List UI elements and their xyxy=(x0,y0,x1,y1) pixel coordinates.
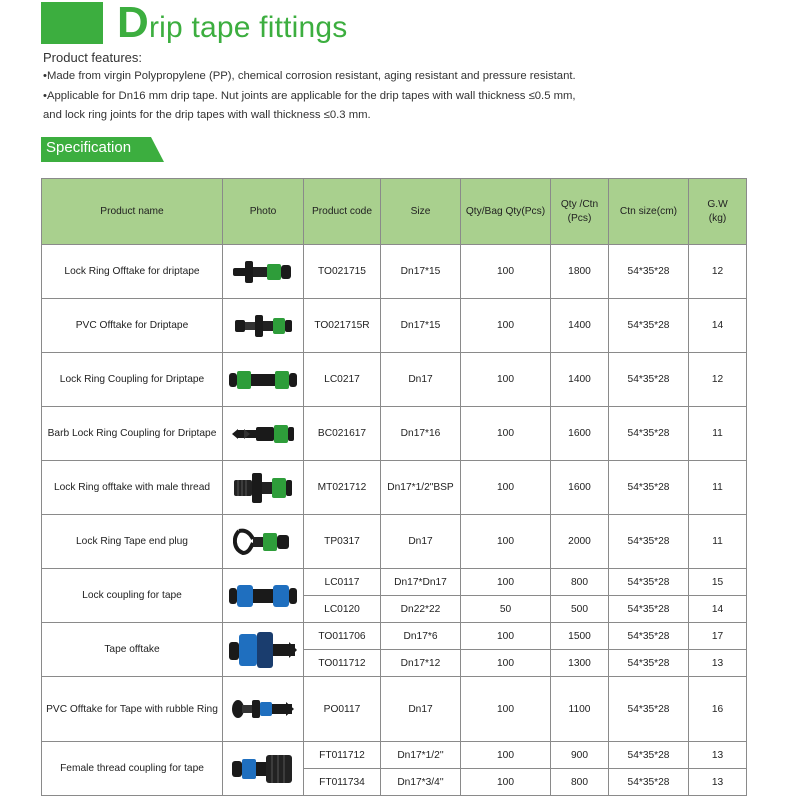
blue-coupling-icon xyxy=(228,581,298,611)
product-code: TO021715 xyxy=(304,245,381,299)
qty-ctn: 800 xyxy=(551,769,609,796)
product-name: Lock Ring offtake with male thread xyxy=(42,461,223,515)
qty-ctn: 1500 xyxy=(551,623,609,650)
qty-ctn: 2000 xyxy=(551,515,609,569)
col-qty-ctn: Qty /Ctn (Pcs) xyxy=(551,179,609,245)
green-lock-offtake-icon xyxy=(231,259,295,285)
ctn-size: 54*35*28 xyxy=(609,742,689,769)
product-code: PO0117 xyxy=(304,677,381,742)
qty-bag: 100 xyxy=(461,407,551,461)
table-row xyxy=(42,245,747,299)
table-row xyxy=(42,407,747,461)
col-size: Size xyxy=(381,179,461,245)
product-name: Lock Ring Coupling for Driptape xyxy=(42,353,223,407)
blue-offtake-icon xyxy=(227,628,299,672)
gross-weight: 17 xyxy=(689,623,747,650)
product-photo xyxy=(223,353,304,407)
product-code: MT021712 xyxy=(304,461,381,515)
male-thread-offtake-icon xyxy=(232,471,294,505)
product-size: Dn17*15 xyxy=(381,299,461,353)
spec-table xyxy=(41,178,747,796)
table-row xyxy=(42,569,747,596)
specification-label: Specification xyxy=(46,139,132,156)
product-name: Lock Ring Tape end plug xyxy=(42,515,223,569)
product-name: Lock coupling for tape xyxy=(42,569,223,623)
product-size: Dn17 xyxy=(381,353,461,407)
qty-ctn: 1600 xyxy=(551,461,609,515)
table-header-row xyxy=(42,179,747,245)
ctn-size: 54*35*28 xyxy=(609,461,689,515)
product-size: Dn17 xyxy=(381,677,461,742)
qty-bag: 100 xyxy=(461,623,551,650)
product-name: Female thread coupling for tape xyxy=(42,742,223,796)
product-code: TO021715R xyxy=(304,299,381,353)
female-thread-coupling-icon xyxy=(230,751,296,787)
features-heading: Product features: xyxy=(43,50,142,65)
product-size: Dn17*1/2'' xyxy=(381,742,461,769)
qty-bag: 100 xyxy=(461,769,551,796)
gross-weight: 13 xyxy=(689,742,747,769)
product-photo xyxy=(223,569,304,623)
product-photo xyxy=(223,515,304,569)
product-photo xyxy=(223,245,304,299)
qty-bag: 100 xyxy=(461,677,551,742)
gross-weight: 11 xyxy=(689,461,747,515)
qty-ctn: 800 xyxy=(551,569,609,596)
table-row xyxy=(42,353,747,407)
product-photo xyxy=(223,461,304,515)
end-plug-icon xyxy=(233,525,293,559)
product-photo xyxy=(223,623,304,677)
qty-bag: 100 xyxy=(461,515,551,569)
product-code: BC021617 xyxy=(304,407,381,461)
qty-bag: 100 xyxy=(461,742,551,769)
col-photo: Photo xyxy=(223,179,304,245)
product-size: Dn17*3/4'' xyxy=(381,769,461,796)
barb-coupling-icon xyxy=(230,421,296,447)
ctn-size: 54*35*28 xyxy=(609,769,689,796)
product-code: TO011706 xyxy=(304,623,381,650)
ctn-size: 54*35*28 xyxy=(609,245,689,299)
product-code: TP0317 xyxy=(304,515,381,569)
product-size: Dn17*15 xyxy=(381,245,461,299)
gross-weight: 11 xyxy=(689,407,747,461)
product-size: Dn17*12 xyxy=(381,650,461,677)
product-name: Lock Ring Offtake for driptape xyxy=(42,245,223,299)
feature-line-3: and lock ring joints for the drip tapes with wall thickness ≤0.3 mm. xyxy=(43,109,371,121)
ctn-size: 54*35*28 xyxy=(609,596,689,623)
product-code: LC0120 xyxy=(304,596,381,623)
ctn-size: 54*35*28 xyxy=(609,353,689,407)
ctn-size: 54*35*28 xyxy=(609,407,689,461)
qty-bag: 50 xyxy=(461,596,551,623)
ctn-size: 54*35*28 xyxy=(609,623,689,650)
product-size: Dn17*6 xyxy=(381,623,461,650)
product-photo xyxy=(223,407,304,461)
gross-weight: 13 xyxy=(689,650,747,677)
product-code: LC0117 xyxy=(304,569,381,596)
product-name: Barb Lock Ring Coupling for Driptape xyxy=(42,407,223,461)
gross-weight: 12 xyxy=(689,245,747,299)
qty-ctn: 1400 xyxy=(551,299,609,353)
table-row xyxy=(42,515,747,569)
col-qty-bag: Qty/Bag Qty(Pcs) xyxy=(461,179,551,245)
product-name: PVC Offtake for Tape with rubble Ring xyxy=(42,677,223,742)
page-title-initial: D xyxy=(117,0,149,47)
ctn-size: 54*35*28 xyxy=(609,569,689,596)
col-ctn-size: Ctn size(cm) xyxy=(609,179,689,245)
pvc-offtake-icon xyxy=(231,313,295,339)
feature-line-2: •Applicable for Dn16 mm drip tape. Nut joints are applicable for the drip tapes with wall thickness ≤0.5 mm, xyxy=(43,90,576,102)
gross-weight: 11 xyxy=(689,515,747,569)
table-row xyxy=(42,299,747,353)
qty-ctn: 500 xyxy=(551,596,609,623)
table-row xyxy=(42,623,747,650)
gross-weight: 15 xyxy=(689,569,747,596)
col-product-code: Product code xyxy=(304,179,381,245)
gross-weight: 16 xyxy=(689,677,747,742)
qty-bag: 100 xyxy=(461,353,551,407)
product-code: LC0217 xyxy=(304,353,381,407)
gross-weight: 14 xyxy=(689,596,747,623)
ctn-size: 54*35*28 xyxy=(609,650,689,677)
product-name: Tape offtake xyxy=(42,623,223,677)
gross-weight: 12 xyxy=(689,353,747,407)
ctn-size: 54*35*28 xyxy=(609,677,689,742)
product-photo xyxy=(223,299,304,353)
table-row xyxy=(42,677,747,742)
ctn-size: 54*35*28 xyxy=(609,515,689,569)
gross-weight: 13 xyxy=(689,769,747,796)
product-size: Dn17*1/2"BSP xyxy=(381,461,461,515)
product-size: Dn17*Dn17 xyxy=(381,569,461,596)
table-row xyxy=(42,461,747,515)
page-title xyxy=(117,0,348,48)
product-code: FT011734 xyxy=(304,769,381,796)
ctn-size: 54*35*28 xyxy=(609,299,689,353)
table-row xyxy=(42,742,747,769)
qty-ctn: 1300 xyxy=(551,650,609,677)
title-color-block xyxy=(41,2,103,44)
gross-weight: 14 xyxy=(689,299,747,353)
qty-bag: 100 xyxy=(461,245,551,299)
product-photo xyxy=(223,742,304,796)
product-photo xyxy=(223,677,304,742)
product-size: Dn22*22 xyxy=(381,596,461,623)
pvc-rubber-offtake-icon xyxy=(230,692,296,726)
qty-bag: 100 xyxy=(461,569,551,596)
qty-bag: 100 xyxy=(461,650,551,677)
qty-bag: 100 xyxy=(461,299,551,353)
product-size: Dn17*16 xyxy=(381,407,461,461)
product-code: TO011712 xyxy=(304,650,381,677)
product-code: FT011712 xyxy=(304,742,381,769)
lock-coupling-icon xyxy=(228,367,298,393)
product-name: PVC Offtake for Driptape xyxy=(42,299,223,353)
feature-line-1: •Made from virgin Polypropylene (PP), chemical corrosion resistant, aging resistant and pressure resistant. xyxy=(43,70,576,82)
qty-ctn: 1800 xyxy=(551,245,609,299)
page-title-rest: rip tape fittings xyxy=(148,11,348,44)
qty-ctn: 900 xyxy=(551,742,609,769)
product-size: Dn17 xyxy=(381,515,461,569)
qty-ctn: 1400 xyxy=(551,353,609,407)
col-product-name: Product name xyxy=(42,179,223,245)
qty-ctn: 1600 xyxy=(551,407,609,461)
col-gw: G.W (kg) xyxy=(689,179,747,245)
qty-bag: 100 xyxy=(461,461,551,515)
qty-ctn: 1100 xyxy=(551,677,609,742)
